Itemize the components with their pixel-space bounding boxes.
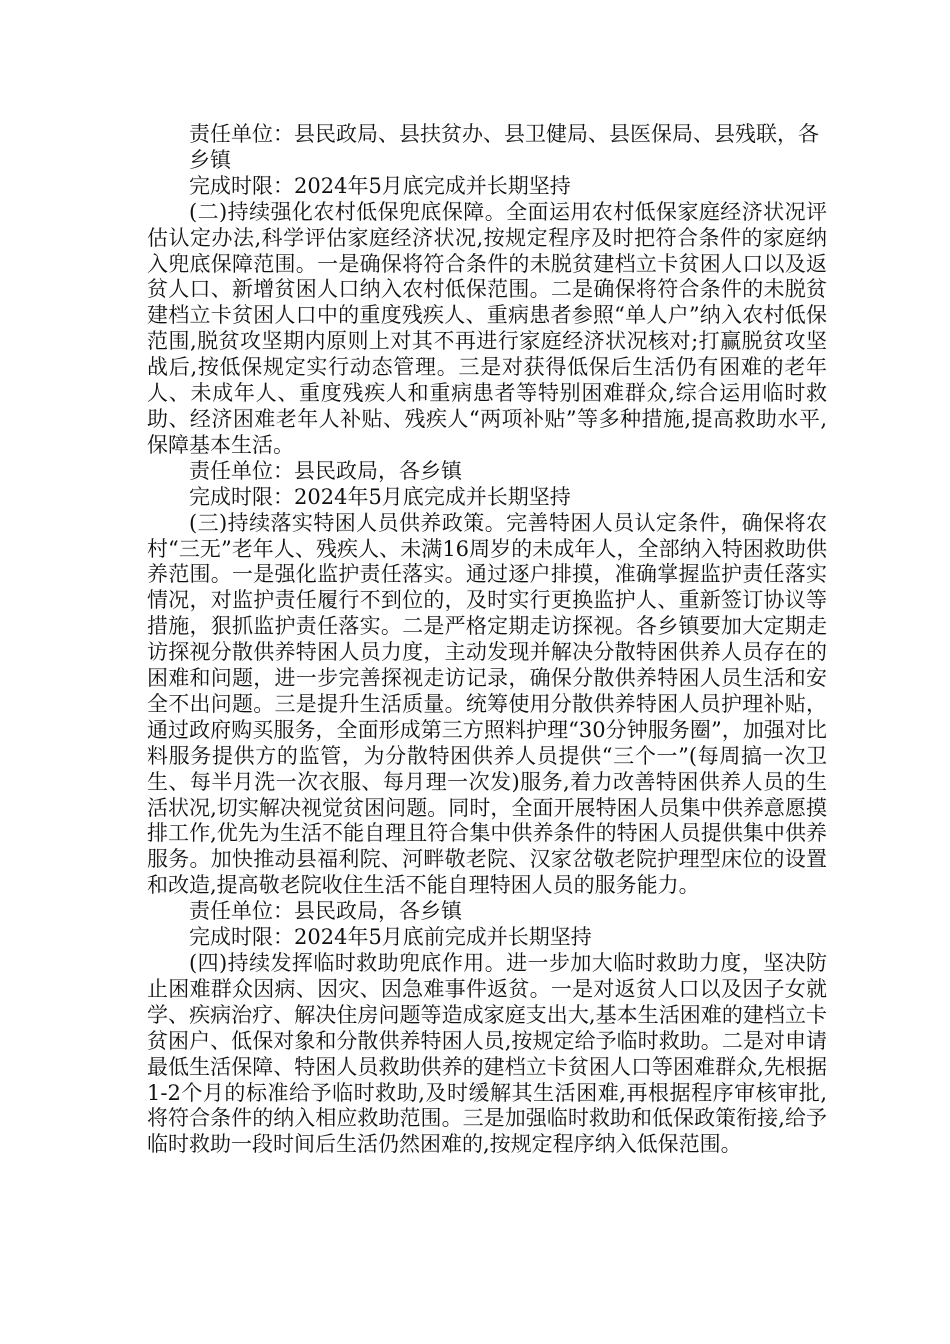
section-4-paragraph: (四)持续发挥临时救助兜底作用。进一步加大临时救助力度，坚决防止困难群众因病、因灾、因急难事件返贫。一是对返贫人口以及因子女就学、疾病治疗、解决住房问题等造成家庭支出大,基本生活困难的建档立卡贫困户、低保对象和分散供养特困人员,按规定给予临时救助。二是对申请最低生活保障、特困人员救助供养的建档立卡贫困人口等困难群众,先根据1-2个月的标准给予临时救助,及时缓解其生活困难,再根据程序审核审批,将符合条件的纳入相应救助范围。三是加强临时救助和低保政策衔接,给予临时救助一段时间后生活仍然困难的,按规定程序纳入低保范围。 bbox=[147, 951, 827, 1157]
responsibility-line-3: 责任单位：县民政局，各乡镇 bbox=[189, 899, 462, 924]
document-page bbox=[147, 122, 827, 1158]
section-3-paragraph: (三)持续落实特困人员供养政策。完善特困人员认定条件，确保将农村“三无”老年人、残疾人、未满16周岁的未成年人，全部纳入特困救助供养范围。一是强化监护责任落实。通过逐户排摸，准确掌握监护责任落实情况，对监护责任履行不到位的，及时实行更换监护人、重新签订协议等措施，狠抓监护责任落实。二是严格定期走访探视。各乡镇要加大定期走访探视分散供养特困人员力度，主动发现并解决分散特困供养人员存在的困难和问题，进一步完善探视走访记录，确保分散供养特困人员生活和安全不出问题。三是提升生活质量。统筹使用分散供养特困人员护理补贴，通过政府购买服务，全面形成第三方照料护理“30分钟服务圈”，加强对比料服务提供方的监管，为分散特困供养人员提供“三个一”(每周搞一次卫生、每半月洗一次衣服、每月理一次发)服务,着力改善特困供养人员的生活状况,切实解决视觉贫困问题。同时，全面开展特困人员集中供养意愿摸排工作,优先为生活不能自理且符合集中供养条件的特困人员提供集中供养服务。加快推动县福利院、河畔敬老院、汉家岔敬老院护理型床位的设置和改造,提高敬老院收住生活不能自理特困人员的服务能力。 bbox=[147, 510, 827, 898]
section-2-paragraph: (二)持续强化农村低保兜底保障。全面运用农村低保家庭经济状况评估认定办法,科学评估家庭经济状况,按规定程序及时把符合条件的家庭纳入兜底保障范围。一是确保将符合条件的未脱贫建档立卡贫困人口以及返贫人口、新增贫困人口纳入农村低保范围。二是确保将符合条件的未脱贫建档立卡贫困人口中的重度残疾人、重病患者参照“单人户”纳入农村低保范围,脱贫攻坚期内原则上对其不再进行家庭经济状况核对;打赢脱贫攻坚战后,按低保规定实行动态管理。三是对获得低保后生活仍有困难的老年人、未成年人、重度残疾人和重病患者等特别困难群众,综合运用临时救助、经济困难老年人补贴、残疾人“两项补贴”等多种措施,提高救助水平,保障基本生活。 bbox=[147, 199, 827, 457]
deadline-line-3: 完成时限：2024年5月底前完成并长期坚持 bbox=[189, 925, 592, 950]
responsibility-line-1: 责任单位：县民政局、县扶贫办、县卫健局、县医保局、县残联，各乡镇 bbox=[189, 122, 819, 172]
deadline-line-1: 完成时限：2024年5月底完成并长期坚持 bbox=[189, 173, 571, 198]
deadline-line-2: 完成时限：2024年5月底完成并长期坚持 bbox=[189, 484, 571, 509]
responsibility-line-2: 责任单位：县民政局，各乡镇 bbox=[189, 458, 462, 483]
